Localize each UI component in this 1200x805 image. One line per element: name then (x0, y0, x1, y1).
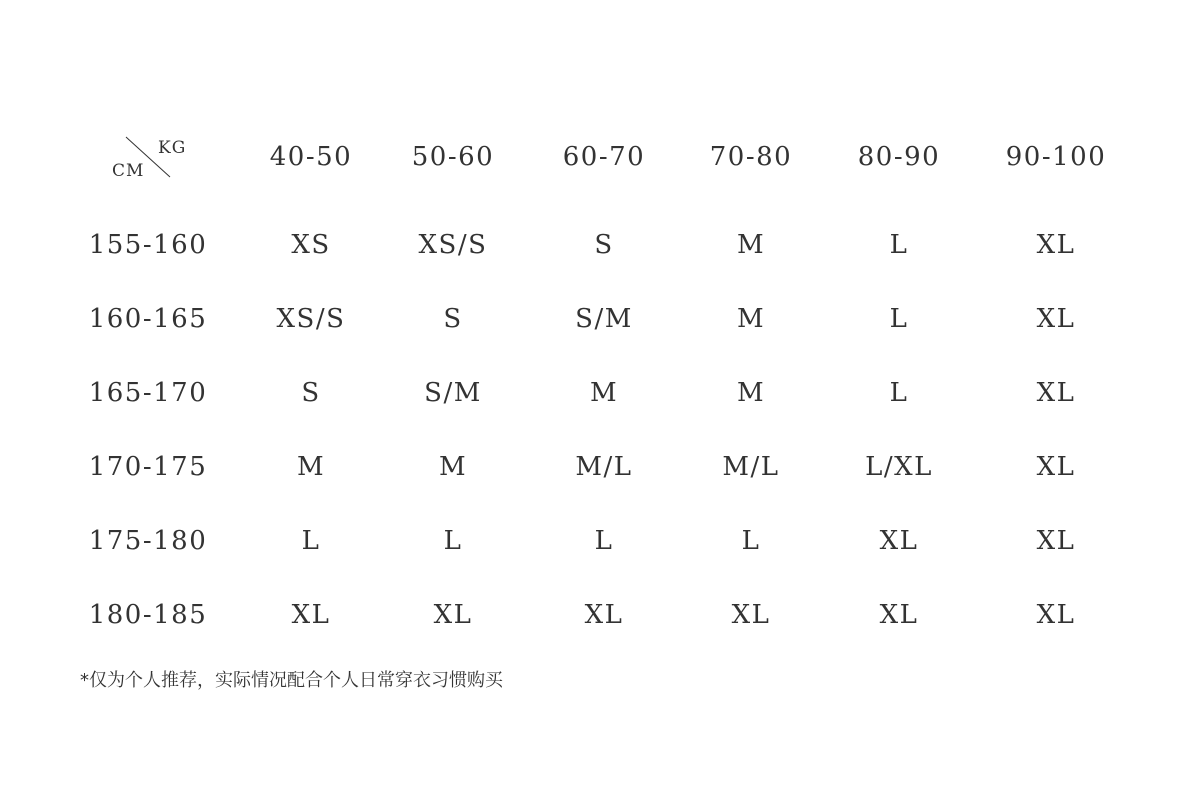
weight-header-50-60: 50-60 (411, 142, 495, 172)
size-cell: XL (1036, 378, 1076, 408)
height-label-170-175: 170-175 (88, 452, 208, 482)
size-cell: XS (291, 230, 331, 260)
size-cell: S/M (575, 304, 633, 334)
weight-header-70-80: 70-80 (709, 142, 793, 172)
size-cell: L (301, 526, 321, 556)
weight-header-40-50: 40-50 (269, 142, 353, 172)
height-label-160-165: 160-165 (88, 304, 208, 334)
weight-axis-label: KG (158, 138, 187, 158)
weight-header-90-100: 90-100 (1005, 142, 1107, 172)
size-cell: L (594, 526, 614, 556)
size-cell: L (741, 526, 761, 556)
height-label-175-180: 175-180 (88, 526, 208, 556)
size-cell: M (736, 230, 766, 260)
weight-header-80-90: 80-90 (857, 142, 941, 172)
size-cell: XL (879, 600, 919, 630)
size-cell: M (736, 304, 766, 334)
size-cell: XL (1036, 600, 1076, 630)
height-axis-label: CM (112, 161, 145, 181)
size-cell: L (443, 526, 463, 556)
height-label-165-170: 165-170 (88, 378, 208, 408)
size-cell: XL (291, 600, 331, 630)
size-cell: M/L (722, 452, 780, 482)
size-cell: L/XL (865, 452, 933, 482)
size-cell: M (736, 378, 766, 408)
size-cell: XL (879, 526, 919, 556)
size-cell: M (438, 452, 468, 482)
size-cell: XL (731, 600, 771, 630)
size-cell: S (301, 378, 321, 408)
corner-header-cell (106, 134, 192, 184)
size-cell: XS/S (276, 304, 346, 334)
size-cell: XL (584, 600, 624, 630)
size-cell: L (889, 230, 909, 260)
size-cell: S (443, 304, 463, 334)
size-cell: L (889, 304, 909, 334)
size-cell: S (594, 230, 614, 260)
size-cell: XL (1036, 230, 1076, 260)
size-cell: M (296, 452, 326, 482)
size-cell: M (589, 378, 619, 408)
height-label-155-160: 155-160 (88, 230, 208, 260)
size-cell: XL (1036, 452, 1076, 482)
size-cell: L (889, 378, 909, 408)
size-cell: XL (1036, 526, 1076, 556)
size-cell: XL (1036, 304, 1076, 334)
size-cell: M/L (575, 452, 633, 482)
size-cell: S/M (424, 378, 482, 408)
size-cell: XL (433, 600, 473, 630)
recommendation-footnote: *仅为个人推荐，实际情况配合个人日常穿衣习惯购买 (80, 670, 503, 691)
size-cell: XS/S (418, 230, 488, 260)
height-label-180-185: 180-185 (88, 600, 208, 630)
weight-header-60-70: 60-70 (562, 142, 646, 172)
